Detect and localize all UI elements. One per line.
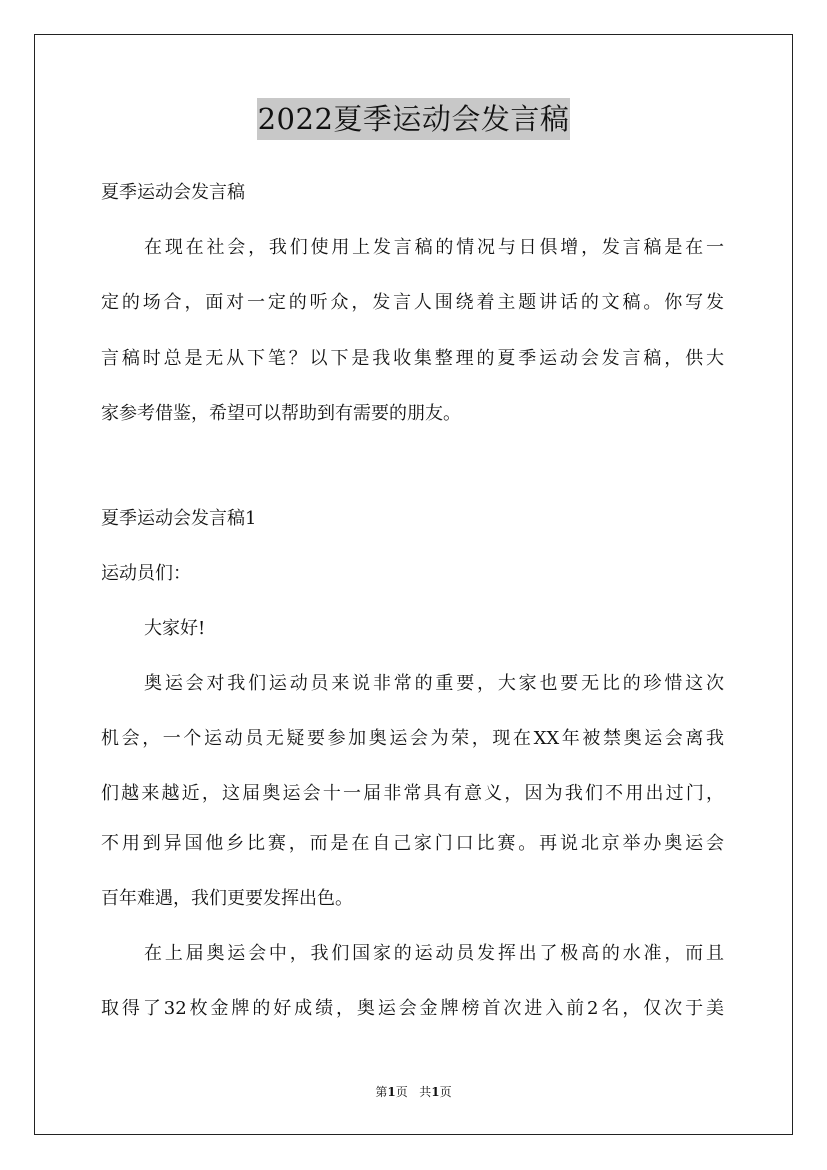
total-pages: 1 <box>431 1085 440 1099</box>
page-suffix: 页 <box>395 1085 408 1099</box>
speech-heading: 夏季运动会发言稿1 <box>101 508 257 529</box>
salutation: 运动员们： <box>101 563 191 584</box>
total-suffix: 页 <box>439 1085 452 1099</box>
page-footer <box>0 1084 827 1100</box>
title-container <box>0 98 827 140</box>
intro-line: 言稿时总是无从下笔？以下是我收集整理的夏季运动会发言稿，供大 <box>101 348 724 369</box>
greeting: 大家好! <box>144 618 206 639</box>
paragraph-line: 机会，一个运动员无疑要参加奥运会为荣，现在XX年被禁奥运会离我 <box>101 728 724 749</box>
section-heading: 夏季运动会发言稿 <box>101 182 245 203</box>
total-prefix: 共 <box>419 1085 432 1099</box>
intro-line: 在现在社会，我们使用上发言稿的情况与日俱增，发言稿是在一 <box>144 237 724 258</box>
paragraph-line: 奥运会对我们运动员来说非常的重要，大家也要无比的珍惜这次 <box>144 673 724 694</box>
paragraph-line: 取得了32枚金牌的好成绩，奥运会金牌榜首次进入前2名，仅次于美 <box>101 998 724 1019</box>
page-prefix: 第 <box>375 1085 388 1099</box>
page-number: 1 <box>387 1085 396 1099</box>
document-title: 2022夏季运动会发言稿 <box>257 98 571 140</box>
paragraph-line: 在上届奥运会中，我们国家的运动员发挥出了极高的水准，而且 <box>144 943 724 964</box>
intro-line: 家参考借鉴，希望可以帮助到有需要的朋友。 <box>101 403 461 424</box>
intro-line: 定的场合，面对一定的听众，发言人围绕着主题讲话的文稿。你写发 <box>101 292 724 313</box>
paragraph-line: 百年难遇，我们更要发挥出色。 <box>101 888 353 909</box>
paragraph-line: 不用到异国他乡比赛，而是在自己家门口比赛。再说北京举办奥运会 <box>101 833 724 854</box>
paragraph-line: 们越来越近，这届奥运会十一届非常具有意义，因为我们不用出过门， <box>101 783 724 804</box>
